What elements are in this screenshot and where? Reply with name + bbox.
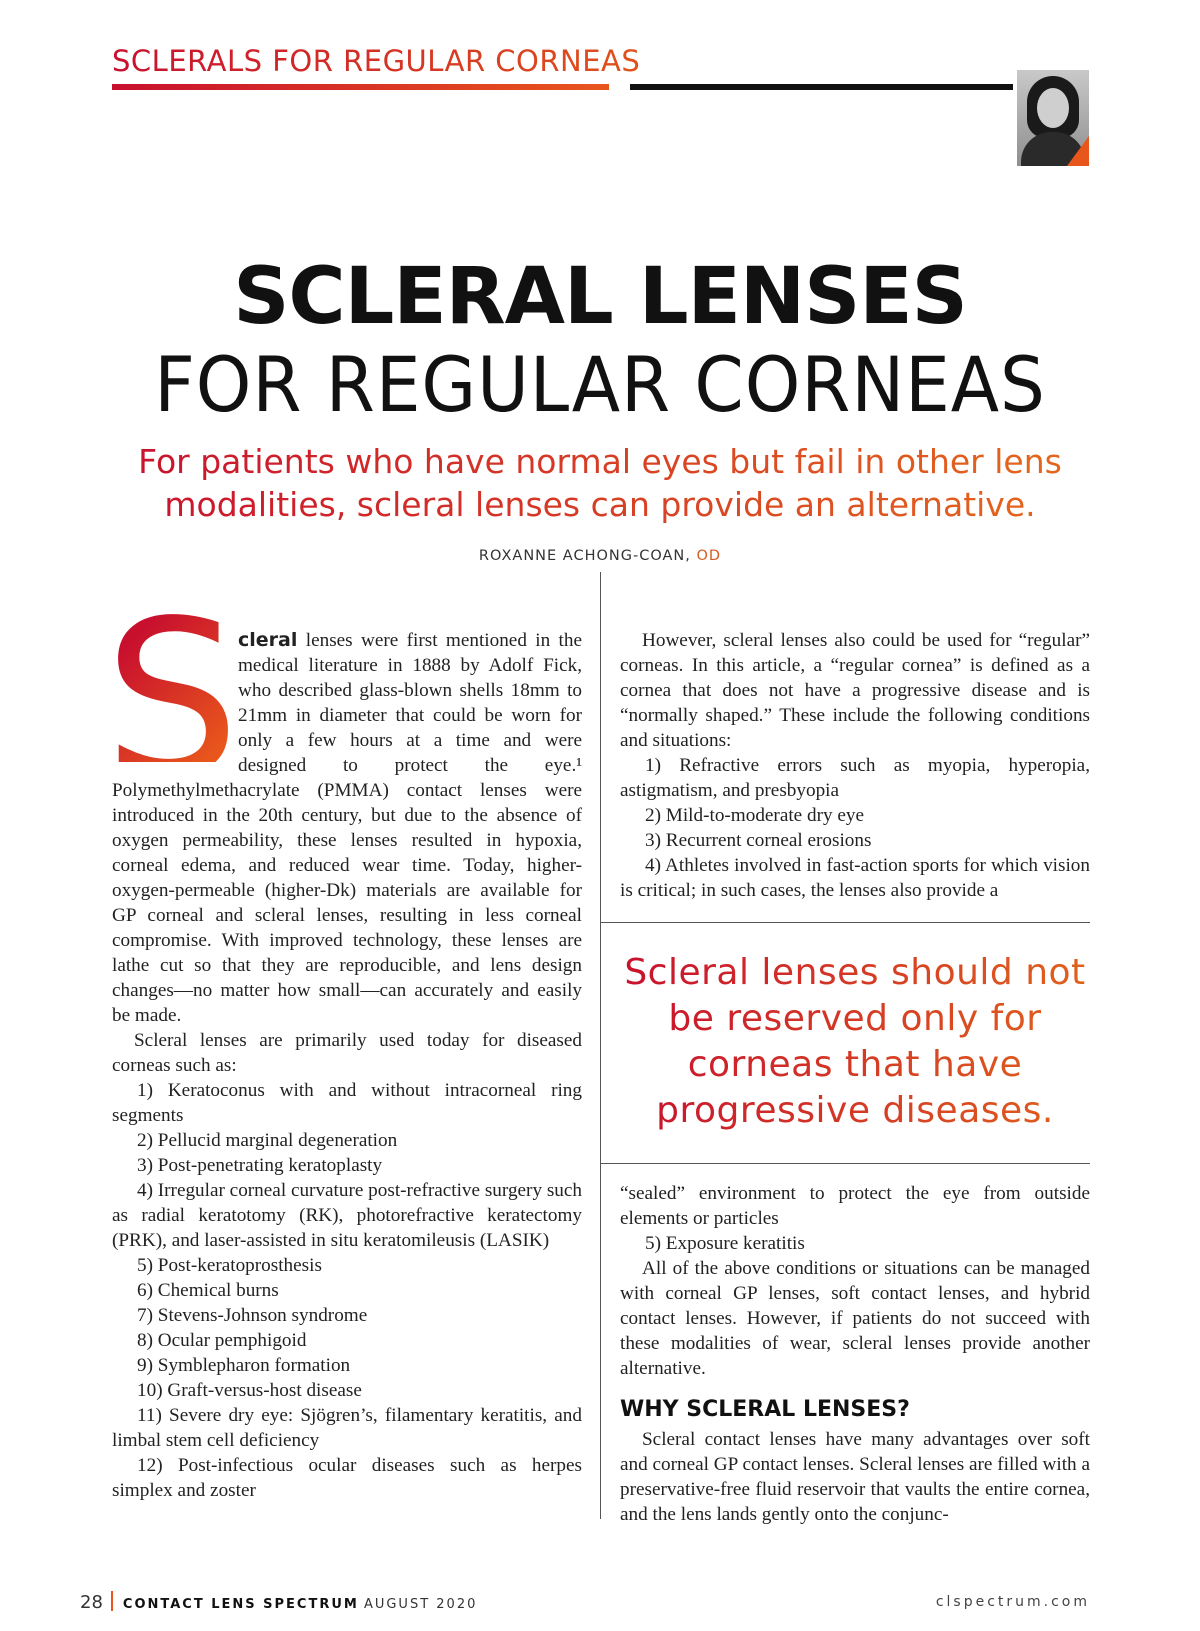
right-column-top [620, 628, 1090, 903]
list-item: 7) Stevens-Johnson syndrome [137, 1305, 368, 1326]
author-credential: OD [696, 548, 722, 564]
page-number: 28 [80, 1592, 103, 1613]
issue-date: AUGUST 2020 [363, 1597, 478, 1612]
paragraph: “sealed” environment to protect the eye from outside elements or particles [620, 1183, 1090, 1229]
author-name: ROXANNE ACHONG-COAN, [478, 548, 691, 564]
paragraph: Scleral lenses are primarily used today for diseased corneas such as: [112, 1030, 582, 1076]
pull-quote: Scleral lenses should not be reserved only for corneas that have progressive diseases. [620, 950, 1090, 1134]
magazine-name: CONTACT LENS SPECTRUM [122, 1597, 359, 1612]
article-title-line1: SCLERAL LENSES [233, 252, 967, 342]
website: clspectrum.com [935, 1594, 1090, 1610]
column-divider [600, 572, 601, 1519]
list-item: 8) Ocular pemphigoid [137, 1330, 307, 1351]
list-item: 3) Post-penetrating keratoplasty [137, 1155, 383, 1176]
author-photo [1017, 70, 1089, 166]
list-item: 9) Symblepharon formation [137, 1355, 351, 1376]
list-item: 2) Pellucid marginal degeneration [137, 1130, 398, 1151]
list-item: 2) Mild-to-moderate dry eye [645, 805, 864, 826]
list-item: 5) Exposure keratitis [645, 1233, 805, 1254]
list-item: 4) Athletes involved in fast-action sports for which vision is critical; in such cases, the lenses also provide a [620, 855, 1090, 901]
section-label: SCLERALS FOR REGULAR CORNEAS [112, 44, 641, 78]
pull-quote-bottom-rule [600, 1163, 1090, 1164]
section-label-rule [112, 84, 609, 90]
article-title-line2: FOR REGULAR CORNEAS [154, 340, 1046, 429]
header-rule [630, 84, 1013, 90]
footer-folio [80, 1591, 477, 1613]
list-item: 4) Irregular corneal curvature post-refractive surgery such as radial keratotomy (RK), photorefractive keratectomy (PRK), and laser-assisted in situ keratomileusis (LASIK) [112, 1180, 583, 1251]
footer-divider [111, 1591, 113, 1611]
opening-text: lenses were first mentioned in the medical literature in 1888 by Adolf Fick, who described glass-blown shells 18mm to 21mm in diameter that could be worn for only a few hours at a time and were designed to protect the eye.¹ Polymethylmethacrylate (PMMA) contact lenses were introduced in the 20th century, but due to the absence of oxygen permeability, these lenses resulted in hypoxia, corneal edema, and reduced wear time. Today, higher-oxygen-permeable (higher-Dk) materials are available for GP corneal and scleral lenses, resulting in less corneal compromise. With improved technology, these lenses are lathe cut so that they are reproducible, and lens design changes—no matter how small—can accurately and easily be made. [112, 630, 582, 1026]
list-item: 3) Recurrent corneal erosions [645, 830, 872, 851]
right-column-bottom [620, 1181, 1090, 1527]
list-item: 6) Chemical burns [137, 1280, 279, 1301]
subhead: WHY SCLERAL LENSES? [620, 1397, 910, 1422]
list-item: 5) Post-keratoprosthesis [137, 1255, 322, 1276]
list-item: 10) Graft-versus-host disease [137, 1380, 362, 1401]
pull-quote-top-rule [600, 922, 1090, 923]
paragraph: All of the above conditions or situations can be managed with corneal GP lenses, soft contact lenses, and hybrid contact lenses. However, if patients do not succeed with these modalities of wear, scleral lenses provide another alternative. [620, 1258, 1090, 1379]
list-item: 1) Keratoconus with and without intracorneal ring segments [112, 1080, 582, 1126]
paragraph: Scleral contact lenses have many advantages over soft and corneal GP contact lenses. Scleral lenses are filled with a preservative-free fluid reservoir that vaults the entire cornea, and the lens lands gently onto the conjunc- [620, 1429, 1090, 1525]
byline [0, 548, 1200, 564]
paragraph: However, scleral lenses also could be used for “regular” corneas. In this article, a “regular cornea” is defined as a cornea that does not have a progressive disease and is “normally shaped.” These include the following conditions and situations: [620, 630, 1090, 751]
list-item: 12) Post-infectious ocular diseases such as herpes simplex and zoster [112, 1455, 582, 1501]
left-column [104, 575, 583, 1503]
lead-word: cleral [238, 629, 298, 651]
list-item: 1) Refractive errors such as myopia, hyperopia, astigmatism, and presbyopia [620, 755, 1090, 801]
drop-cap: S [104, 575, 240, 824]
list-item: 11) Severe dry eye: Sjögren’s, filamentary keratitis, and limbal stem cell deficiency [112, 1405, 582, 1451]
article-deck: For patients who have normal eyes but fail in other lens modalities, scleral lenses can provide an alternative. [100, 440, 1100, 526]
